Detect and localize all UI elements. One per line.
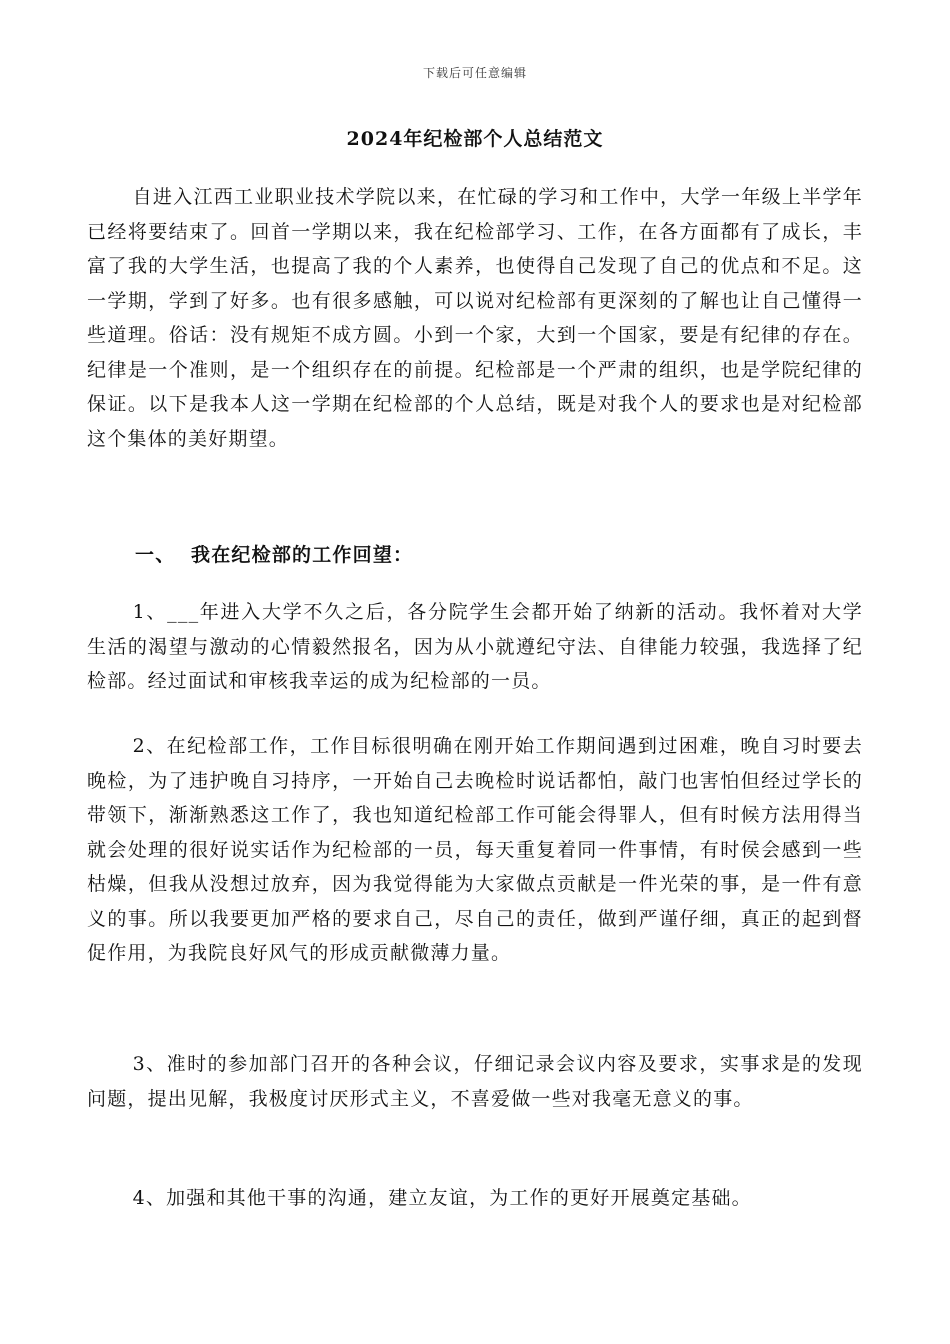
list-item-1: 1、___年进入大学不久之后，各分院学生会都开始了纳新的活动。我怀着对大学生活的渴望与激动的心情毅然报名，因为从小就遵纪守法、自律能力较强，我选择了纪检部。经过面试和审核我幸运的成为纪检部的一员。 bbox=[87, 601, 863, 692]
list-item-4: 4、加强和其他干事的沟通，建立友谊，为工作的更好开展奠定基础。 bbox=[132, 1187, 752, 1209]
header-note: 下载后可任意编辑 bbox=[422, 66, 527, 80]
page-title: 2024年纪检部个人总结范文 bbox=[346, 128, 604, 150]
section-heading: 一、 我在纪检部的工作回望： bbox=[135, 544, 414, 566]
intro-paragraph: 自进入江西工业职业技术学院以来，在忙碌的学习和工作中，大学一年级上半学年已经将要结束了。回首一学期以来，我在纪检部学习、工作，在各方面都有了成长，丰富了我的大学生活，也提高了我的个人素养，也使得自己发现了自己的优点和不足。这一学期，学到了好多。也有很多感触，可以说对纪检部有更深刻的了解也让自己懂得一些道理。俗话：没有规矩不成方圆。小到一个家，大到一个国家，要是有纪律的存在。纪律是一个准则，是一个组织存在的前提。纪检部是一个严肃的组织，也是学院纪律的保证。以下是我本人这一学期在纪检部的个人总结，既是对我个人的要求也是对纪检部这个集体的美好期望。 bbox=[87, 186, 863, 450]
list-item-2: 2、在纪检部工作，工作目标很明确在刚开始工作期间遇到过困难，晚自习时要去晚检，为了违护晚自习持序，一开始自己去晚检时说话都怕，敲门也害怕但经过学长的带领下，渐渐熟悉这工作了，我也知道纪检部工作可能会得罪人，但有时候方法用得当就会处理的很好说实话作为纪检部的一员，每天重复着同一件事情，有时侯会感到一些枯燥，但我从没想过放弃，因为我觉得能为大家做点贡献是一件光荣的事，是一件有意义的事。所以我要更加严格的要求自己，尽自己的责任，做到严谨仔细，真正的起到督促作用，为我院良好风气的形成贡献微薄力量。 bbox=[87, 735, 863, 964]
list-item-3: 3、准时的参加部门召开的各种会议，仔细记录会议内容及要求，实事求是的发现问题，提出见解，我极度讨厌形式主义，不喜爱做一些对我毫无意义的事。 bbox=[87, 1053, 863, 1110]
